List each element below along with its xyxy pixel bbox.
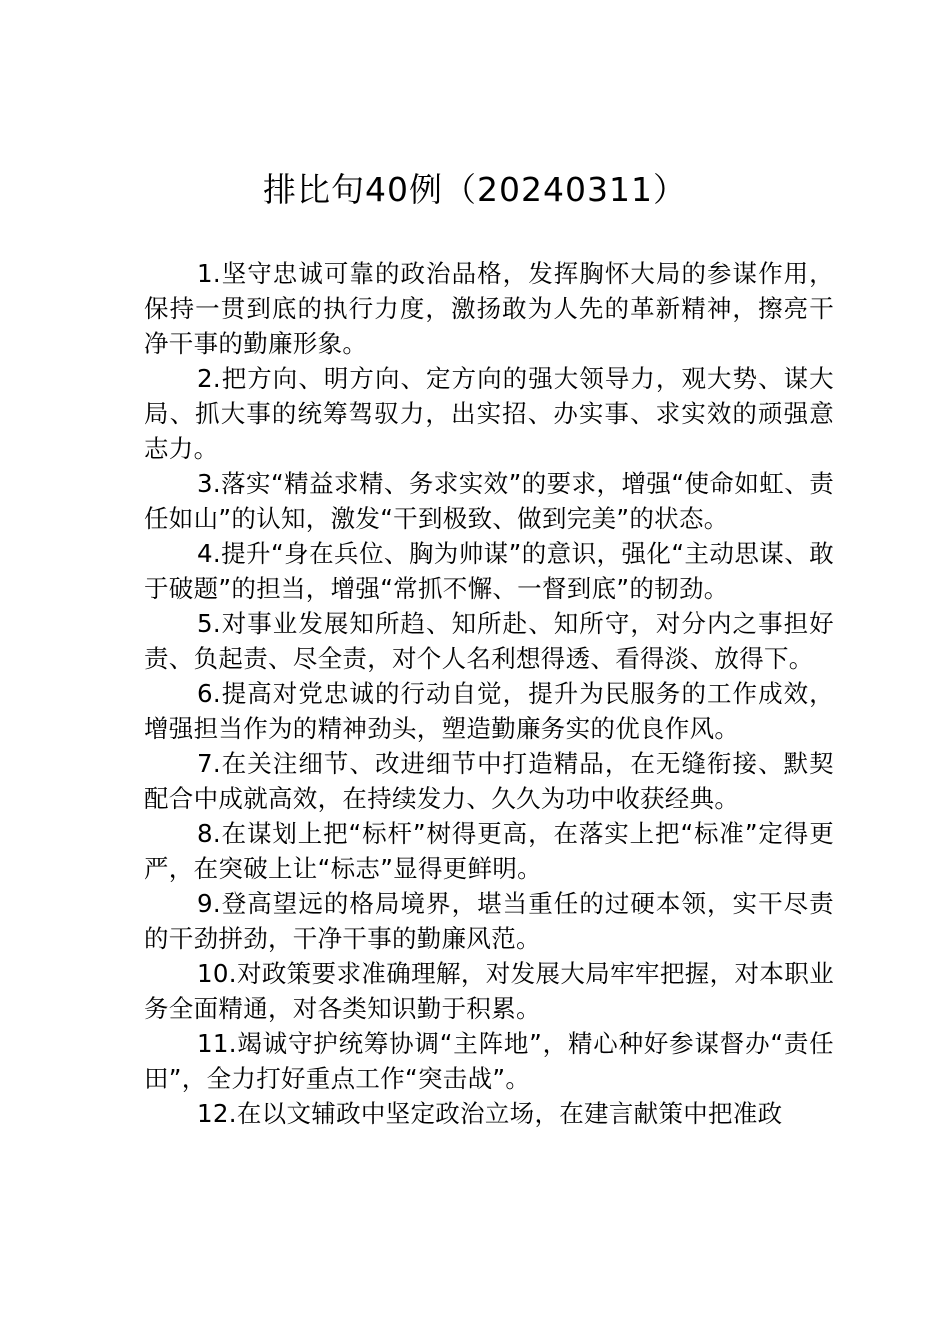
paragraph-9: 9.登高望远的格局境界，堪当重任的过硬本领，实干尽责的干劲拼劲，干净干事的勤廉风范。 bbox=[144, 889, 834, 953]
paragraph-6: 6.提高对党忠诚的行动自觉，提升为民服务的工作成效，增强担当作为的精神劲头，塑造勤廉务实的优良作风。 bbox=[144, 679, 834, 743]
paragraph-5: 5.对事业发展知所趋、知所赴、知所守，对分内之事担好责、负起责、尽全责，对个人名利想得透、看得淡、放得下。 bbox=[144, 609, 834, 673]
document-body bbox=[144, 256, 834, 1131]
paragraph-2: 2.把方向、明方向、定方向的强大领导力，观大势、谋大局、抓大事的统筹驾驭力，出实招、办实事、求实效的顽强意志力。 bbox=[144, 364, 834, 463]
paragraph-3: 3.落实“精益求精、务求实效”的要求，增强“使命如虹、责任如山”的认知，激发“干到极致、做到完美”的状态。 bbox=[144, 469, 834, 533]
paragraph-4: 4.提升“身在兵位、胸为帅谋”的意识，强化“主动思谋、敢于破题”的担当，增强“常抓不懈、一督到底”的韧劲。 bbox=[144, 539, 834, 603]
paragraph-11: 11.竭诚守护统筹协调“主阵地”，精心种好参谋督办“责任田”，全力打好重点工作“突击战”。 bbox=[144, 1029, 834, 1093]
paragraph-1: 1.坚守忠诚可靠的政治品格，发挥胸怀大局的参谋作用，保持一贯到底的执行力度，激扬敢为人先的革新精神，擦亮干净干事的勤廉形象。 bbox=[144, 259, 834, 358]
paragraph-7: 7.在关注细节、改进细节中打造精品，在无缝衔接、默契配合中成就高效，在持续发力、久久为功中收获经典。 bbox=[144, 749, 834, 813]
paragraph-12: 12.在以文辅政中坚定政治立场，在建言献策中把准政 bbox=[197, 1099, 783, 1128]
paragraph-10: 10.对政策要求准确理解，对发展大局牢牢把握，对本职业务全面精通，对各类知识勤于积累。 bbox=[144, 959, 834, 1023]
document-title: 排比句40例（20240311） bbox=[263, 170, 687, 209]
paragraph-8: 8.在谋划上把“标杆”树得更高，在落实上把“标准”定得更严，在突破上让“标志”显得更鲜明。 bbox=[144, 819, 834, 883]
